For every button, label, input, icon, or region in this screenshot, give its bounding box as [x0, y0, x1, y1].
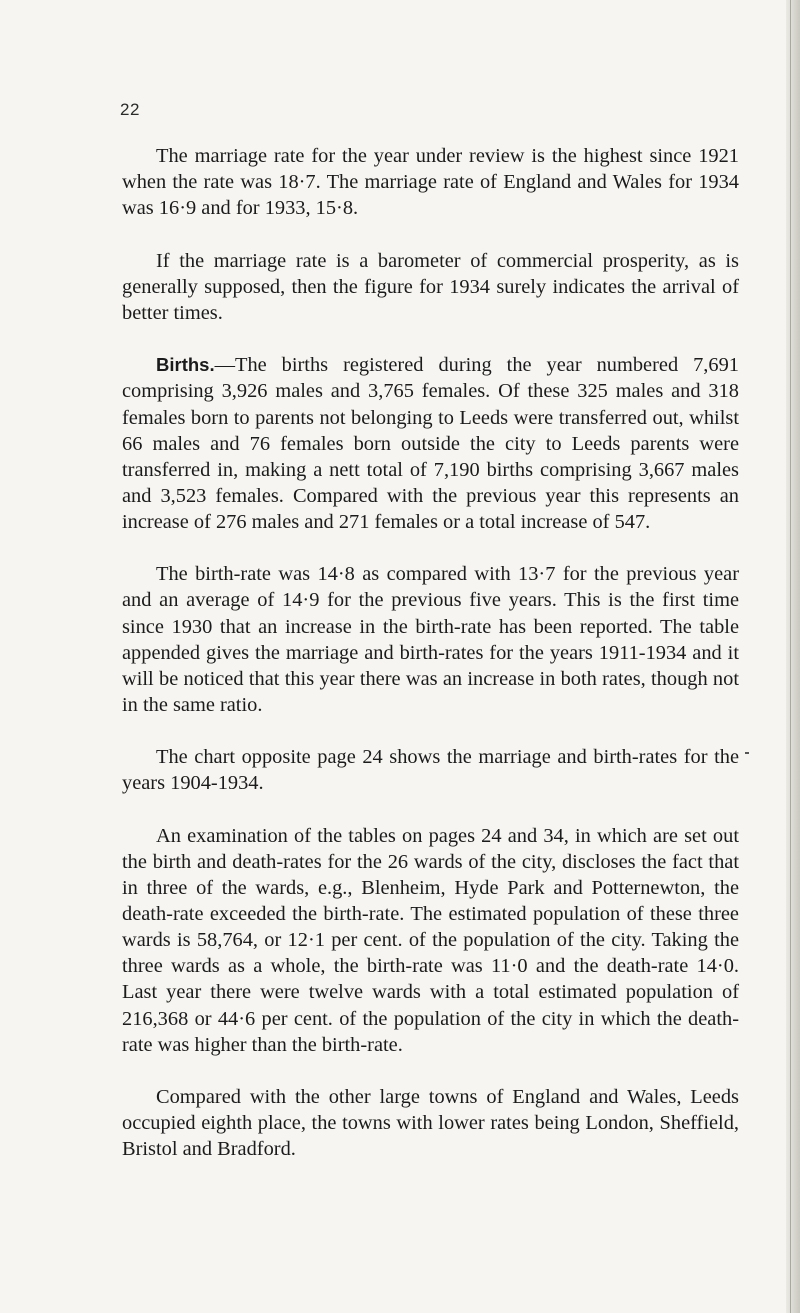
paragraph-comparison-towns	[122, 1084, 739, 1162]
paragraph-text: The birth-rate was 14·8 as compared with 13·7 for the previous year and an average of 14·9 for the previous five years. This is the first time since 1930 that an increase in the birth-rate has been reported. The table appended gives the marriage and birth-rates for the years 1911-1934 and it will be noticed that this year there was an increase in both rates, though not in the same ratio.	[122, 563, 739, 716]
paragraph-text: The marriage rate for the year under review is the highest since 1921 when the rate was 18·7. The marriage rate of England and Wales for 1934 was 16·9 and for 1933, 15·8.	[122, 145, 739, 220]
paragraph-birth-rate	[122, 561, 739, 718]
paragraph-text: An examination of the tables on pages 24 and 34, in which are set out the birth and death-rates for the 26 wards of the city, discloses the fact that in three of the wards, e.g., Blenheim, Hyde Park and Potternewton, the death-rate exceeded the birth-rate. The estimated population of these three wards is 58,764, or 12·1 per cent. of the population of the city. Taking the three wards as a whole, the birth-rate was 11·0 and the death-rate 14·0. Last year there were twelve wards with a total estimated population of 216,368 or 44·6 per cent. of the population of the city in which the death-rate was higher than the birth-rate.	[122, 824, 739, 1056]
paragraph-chart-reference	[122, 744, 739, 796]
page-edge-line	[790, 0, 791, 1313]
paragraph-barometer	[122, 248, 739, 326]
stray-mark	[745, 752, 749, 754]
page-number: 22	[120, 100, 140, 119]
document-body	[122, 143, 739, 1189]
paragraph-marriage-rate	[122, 143, 739, 221]
paragraph-wards-examination	[122, 823, 739, 1058]
paragraph-text: Compared with the other large towns of England and Wales, Leeds occupied eighth place, the towns with lower rates being London, Sheffield, Bristol and Bradford.	[122, 1086, 739, 1161]
section-heading-births: Births.	[156, 354, 215, 376]
page-edge-shadow	[786, 0, 800, 1313]
paragraph-text: —The births registered during the year numbered 7,691 comprising 3,926 males and 3,765 females. Of these 325 males and 318 females born to parents not belonging to Leeds were transferred out, whilst 66 males and 76 females born outside the city to Leeds parents were transferred in, making a nett total of 7,190 births comprising 3,667 males and 3,523 females. Compared with the previous year this represents an increase of 276 males and 271 females or a total increase of 547.	[122, 354, 739, 533]
paragraph-text: If the marriage rate is a barometer of commercial prosperity, as is generally supposed, then the figure for 1934 surely indicates the arrival of better times.	[122, 249, 739, 324]
paragraph-births	[122, 352, 739, 535]
paragraph-text: The chart opposite page 24 shows the marriage and birth-rates for the years 1904-1934.	[122, 746, 739, 795]
